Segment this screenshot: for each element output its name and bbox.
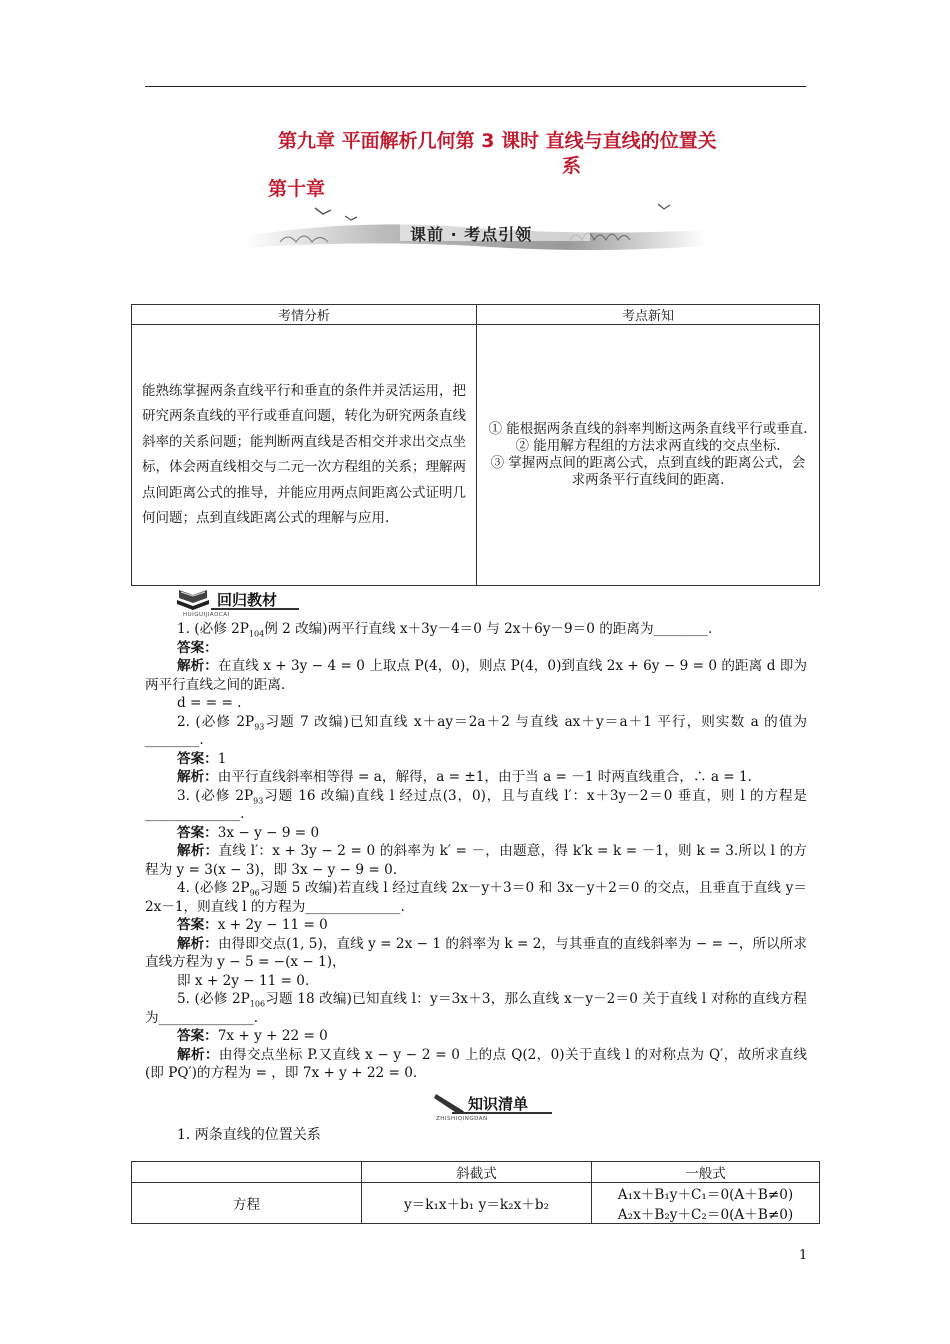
pos-table-corner [132,1162,362,1183]
problem-1-analysis: 解析：在直线 x + 3y − 4 = 0 上取点 P(4，0)，则点 P(4，0)到直线 2x + 6y − 9 = 0 的距离 d 即为两平行直线之间的距离. [145,658,807,693]
problem-1-distance: d = = = . [177,695,242,711]
kaodian-new-item-2: ② 能用解方程组的方法求两直线的交点坐标. [515,438,781,454]
chapter-title: 第九章 平面解析几何第 3 课时 直线与直线的位置关 [278,130,717,152]
knowledge-heading: 1. 两条直线的位置关系 [177,1127,321,1143]
problem-4-analysis-2: 即 x + 2y − 11 = 0. [177,972,310,989]
kaodian-analysis-text: 能熟练掌握两条直线平行和垂直的条件并灵活运用，把研究两条直线的平行或垂直问题，转化为研究两条直线斜率的关系问题；能判断两直线是否相交并求出交点坐标，体会两直线相交与二元一次方程组的关系；理解两点间距离公式的推导，并能应用两点间距离公式证明几何问题；点到直线距离公式的理解与应用. [142,382,466,526]
section-zhishi [432,1090,562,1122]
chapter-title-wrap: 系 [562,155,582,177]
section-zhishi-sub: ZHISHIQINGDAN [436,1116,488,1122]
chapter-ten-title: 第十章 [268,178,326,200]
section-huigui [175,586,305,618]
kaodian-new-cell [477,325,820,586]
problem-4: 4. (必修 $2P_{96}$习题 5 改编)若直线 l 经过直线 2x－y＋3＝0 和 3x－y＋2＝0 的交点，且垂直于直线 y＝2x－1，则直线 l 的方程为______________. [145,880,807,915]
page-number: 1 [799,1248,808,1263]
problem-4-analysis: 解析：由得即交点(1, 5)，直线 y = 2x − 1 的斜率为 k = 2，与其垂直的直线斜率为 − = −，所以所求直线方程为 y − 5 = −(x − 1)， [145,935,807,970]
section-zhishi-label: 知识清单 [468,1095,529,1113]
problem-2-analysis: 解析：由平行直线斜率相等得 = a，解得，a = ±1，由于当 a = －1 时两直线重合，∴ a = 1. [177,769,752,785]
pos-yiban-eq-2: A₂x＋B₂y＋C₂＝0(A＋B≠0) [617,1207,794,1223]
position-relation-table [131,1161,820,1224]
pos-xiejie-eq: y＝k₁x＋b₁ y＝k₂x＋b₂ [362,1183,592,1224]
section-huigui-label: 回归教材 [217,591,278,609]
kaodian-table [131,304,820,586]
kaodian-new-item-3: ③ 掌握两点间的距离公式，点到直线的距离公式，会求两条平行直线间的距离. [490,455,806,488]
pos-header-yiban: 一般式 [592,1162,820,1183]
banner-text: 课前 · 考点引领 [410,225,533,244]
problem-5-answer: 答案：7x + y + 22 = 0 [177,1028,328,1044]
problem-3-answer: 答案：3x − y − 9 = 0 [177,824,320,841]
kaodian-header-new: 考点新知 [477,305,820,325]
book-icon [175,586,211,612]
problem-2: 2. (必修 $2P_{93}$习题 7 改编)已知直线 x＋ay＝2a＋2 与直线 ax＋y＝a＋1 平行，则实数 a 的值为________. [145,713,807,748]
problem-5: 5. (必修 $2P_{106}$习题 18 改编)已知直线 l：y＝3x＋3，那么直线 x－y－2＝0 关于直线 l 对称的直线方程为______________. [145,991,807,1026]
kaodian-analysis-cell [132,325,477,586]
problem-3: 3. (必修 $2P_{93}$习题 16 改编)直线 l 经过点(3，0)，且与直线 l′：x＋3y－2＝0 垂直，则 l 的方程是______________. [145,787,807,822]
section-huigui-sub: HUIGUIJIAOCAI [183,612,230,618]
problem-3-analysis: 解析：直线 l′：x + 3y − 2 = 0 的斜率为 k′ = －，由题意，得 k′k = k = －1，则 k = 3.所以 l 的方程为 y = 3(x − 3)，即 3x − y − 9 = 0. [145,843,807,878]
problem-1-answer: 答案： [177,639,218,656]
pos-yiban-eq-1: A₁x＋B₁y＋C₁＝0(A＋B≠0) [617,1187,794,1203]
problem-1: 1. (必修 $2P_{104}$例 2 改编)两平行直线 x＋3y－4＝0 与 2x＋6y－9＝0 的距离为________. [177,621,713,639]
problems-section [145,620,807,1083]
problem-2-answer: 答案：1 [177,750,227,767]
pos-row-label: 方程 [132,1183,362,1224]
pos-yiban-eq [592,1183,820,1224]
problem-5-analysis: 解析：由得交点坐标 P.又直线 x − y − 2 = 0 上的点 Q(2，0)关于直线 l 的对称点为 Q′，故所求直线(即 PQ′)的方程为 = ，即 7x + y + 22 = 0. [145,1046,808,1081]
kaodian-header-analysis: 考情分析 [132,305,477,325]
header-rule [145,86,806,87]
pos-header-xiejie: 斜截式 [362,1162,592,1183]
problem-4-answer: 答案：x + 2y − 11 = 0 [177,917,328,933]
kaodian-new-item-1: ① 能根据两条直线的斜率判断这两条直线平行或垂直. [488,421,808,437]
